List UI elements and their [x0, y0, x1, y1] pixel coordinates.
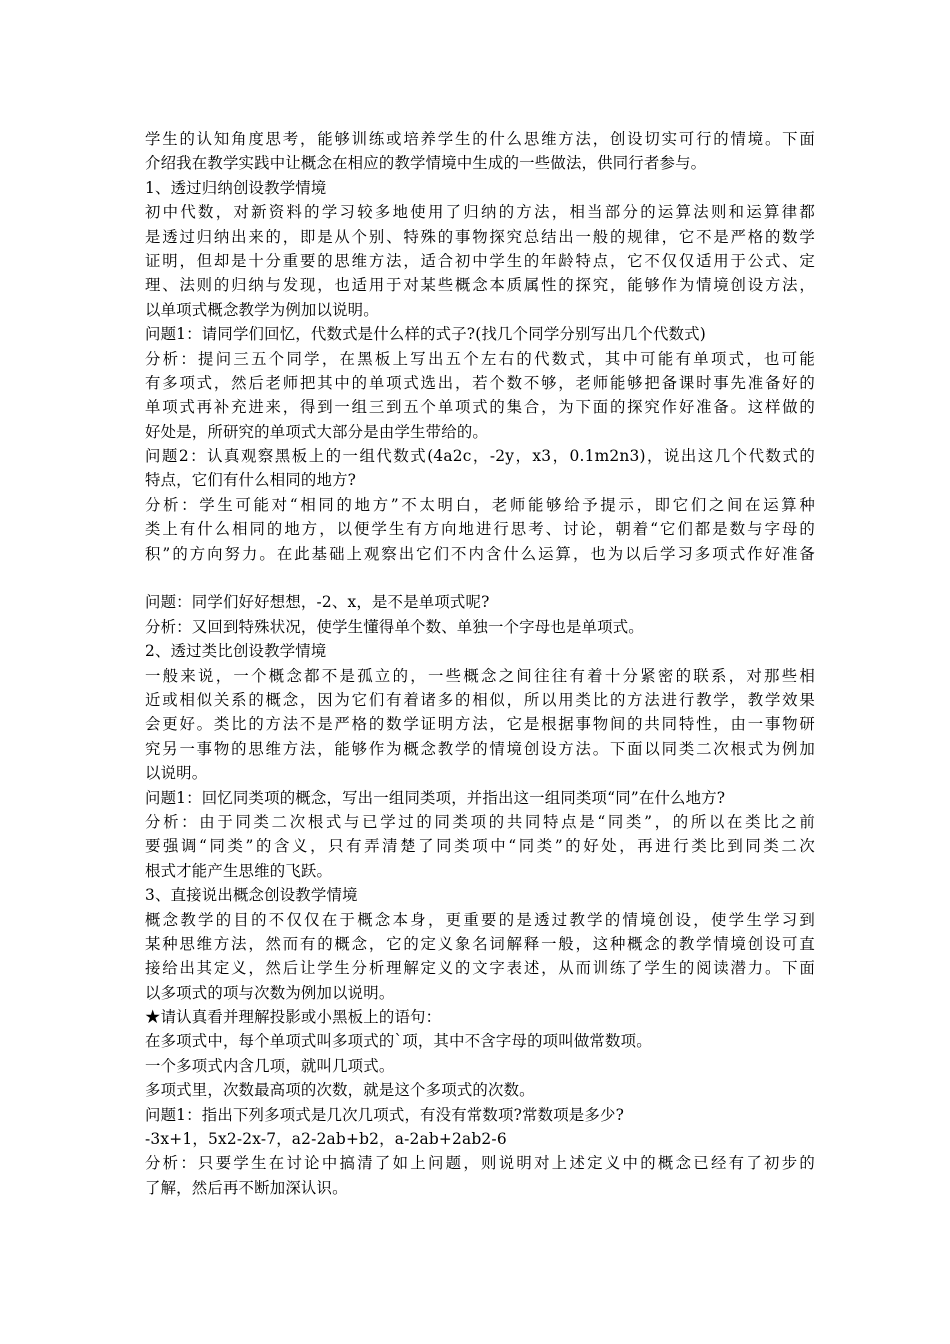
paragraph-line: 一般来说，一个概念都不是孤立的，一些概念之间往往有着十分紧密的联系，对那些相	[145, 666, 815, 685]
question-line: 问题1：指出下列多项式是几次几项式，有没有常数项?常数项是多少?	[145, 1105, 625, 1124]
paragraph-line: 近或相似关系的概念，因为它们有着诸多的相似，所以用类比的方法进行教学，教学效果	[145, 690, 815, 709]
analysis-line: 分析：学生可能对“相同的地方”不太明白，老师能够给予提示，即它们之间在运算种	[145, 495, 815, 514]
paragraph-line: 以多项式的项与次数为例加以说明。	[145, 983, 395, 1002]
analysis-line: 分析：只要学生在讨论中搞清了如上问题，则说明对上述定义中的概念已经有了初步的	[145, 1154, 815, 1173]
paragraph-line: 要强调“同类”的含义，只有弄清楚了同类项中“同类”的好处，再进行类比到同类二次	[145, 837, 815, 856]
paragraph-line: 以单项式概念教学为例加以说明。	[145, 300, 379, 319]
paragraph-line: 究另一事物的思维方法，能够作为概念教学的情境创设方法。下面以同类二次根式为例加	[145, 739, 815, 758]
paragraph-line: 类上有什么相同的地方，以便学生有方向地进行思考、讨论，朝着“它们都是数与字母的	[145, 520, 815, 539]
section-heading: 3、直接说出概念创设教学情境	[145, 886, 358, 905]
definition-line: 在多项式中，每个单项式叫多项式的`项，其中不含字母的项叫做常数项。	[145, 1032, 652, 1051]
paragraph-line: 某种思维方法，然而有的概念，它的定义象名词解释一般，这种概念的教学情境创设可直	[145, 934, 815, 953]
section-heading: 1、透过归纳创设教学情境	[145, 178, 327, 197]
analysis-line: 分析：又回到特殊状况，使学生懂得单个数、单独一个字母也是单项式。	[145, 617, 644, 636]
paragraph-line: 了解，然后再不断加深认识。	[145, 1178, 348, 1197]
paragraph-line: 理、法则的归纳与发现，也适用于对某些概念本质属性的探究，能够作为情境创设方法，	[145, 276, 815, 295]
paragraph-line: 会更好。类比的方法不是严格的数学证明方法，它是根据事物间的共同特性，由一事物研	[145, 715, 815, 734]
blank-line	[145, 566, 815, 590]
expression-line: -3x+1，5x2-2x-7，a2-2ab+b2，a-2ab+2ab2-6	[145, 1130, 507, 1149]
paragraph-line: 接给出其定义，然后让学生分析理解定义的文字表述，从而训练了学生的阅读潜力。下面	[145, 959, 815, 978]
question-line: 问题1：回忆同类项的概念，写出一组同类项，并指出这一组同类项“同”在什么地方?	[145, 788, 726, 807]
paragraph-line: 好处是，所研究的单项式大部分是由学生带给的。	[145, 422, 488, 441]
paragraph-line: 学生的认知角度思考，能够训练或培养学生的什么思维方法，创设切实可行的情境。下面	[145, 130, 815, 148]
paragraph-line: 根式才能产生思维的飞跃。	[145, 861, 333, 880]
analysis-line: 分析：由于同类二次根式与已学过的同类项的共同特点是“同类”，的所以在类比之前	[145, 812, 815, 831]
paragraph-line: 积”的方向努力。在此基础上观察出它们不内含什么运算，也为以后学习多项式作好准备	[145, 544, 815, 563]
question-line: 问题2：认真观察黑板上的一组代数式(4a2c，-2y，x3，0.1m2n3)，说出这几个代数式的	[145, 447, 815, 466]
definition-line: 多项式里，次数最高项的次数，就是这个多项式的次数。	[145, 1081, 535, 1100]
analysis-line: 分析：提问三五个同学，在黑板上写出五个左右的代数式，其中可能有单项式，也可能	[145, 349, 815, 368]
document-page	[145, 127, 815, 1200]
question-line: 问题1：请同学们回忆，代数式是什么样的式子?(找几个同学分别写出几个代数式)	[145, 325, 706, 344]
paragraph-line: 是透过归纳出来的，即是从个别、特殊的事物探究总结出一般的规律，它不是严格的数学	[145, 227, 815, 246]
paragraph-line: 证明，但却是十分重要的思维方法，适合初中学生的年龄特点，它不仅仅适用于公式、定	[145, 251, 815, 270]
paragraph-line: 概念教学的目的不仅仅在于概念本身，更重要的是透过教学的情境创设，使学生学习到	[145, 910, 815, 929]
paragraph-line: 介绍我在教学实践中让概念在相应的教学情境中生成的一些做法，供同行者参与。	[145, 154, 707, 173]
paragraph-line: 特点，它们有什么相同的地方?	[145, 471, 357, 490]
instruction-line: ★请认真看并理解投影或小黑板上的语句：	[145, 1008, 442, 1027]
question-line: 问题：同学们好好想想，-2、x，是不是单项式呢?	[145, 593, 490, 612]
paragraph-line: 初中代数，对新资料的学习较多地使用了归纳的方法，相当部分的运算法则和运算律都	[145, 203, 815, 222]
definition-line: 一个多项式内含几项，就叫几项式。	[145, 1056, 395, 1075]
paragraph-line: 单项式再补充进来，得到一组三到五个单项式的集合，为下面的探究作好准备。这样做的	[145, 398, 815, 417]
section-heading: 2、透过类比创设教学情境	[145, 642, 327, 661]
paragraph-line: 以说明。	[145, 764, 208, 783]
paragraph-line: 有多项式，然后老师把其中的单项式选出，若个数不够，老师能够把备课时事先准备好的	[145, 373, 815, 392]
